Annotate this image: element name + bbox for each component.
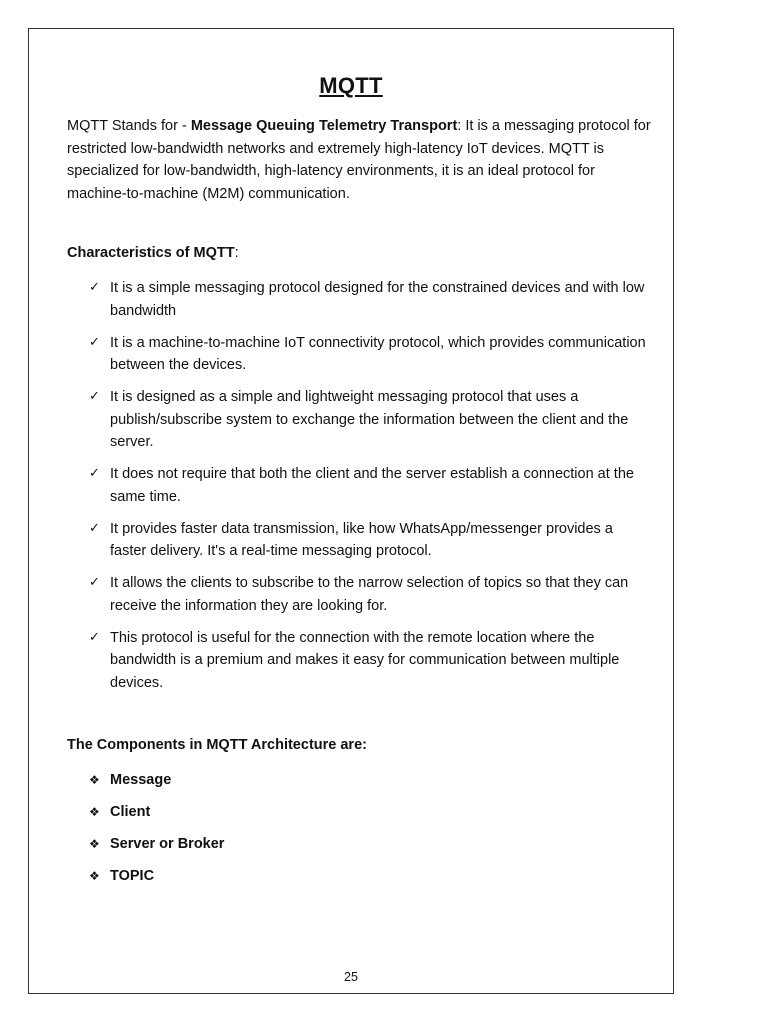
list-item-text: TOPIC [110, 868, 155, 884]
list-item-text: This protocol is useful for the connection with the remote location where the bandwidth is a premium and makes it easy for communication between multiple devices. [110, 629, 620, 691]
four-diamond-icon: ❖ [89, 869, 100, 883]
list-item [89, 572, 649, 617]
list-item-text: It provides faster data transmission, like how WhatsApp/messenger provides a faster delivery. It's a real-time messaging protocol. [110, 520, 613, 559]
list-item [89, 518, 649, 563]
list-item [89, 865, 224, 887]
list-item [89, 332, 649, 377]
checkmark-icon: ✓ [89, 629, 100, 645]
characteristics-list [89, 277, 649, 704]
four-diamond-icon: ❖ [89, 805, 100, 819]
page-frame [28, 28, 674, 994]
intro-bold-term: Message Queuing Telemetry Transport [190, 118, 458, 134]
page-number: 25 [344, 970, 358, 984]
components-list [89, 769, 224, 897]
list-item-text: It allows the clients to subscribe to the narrow selection of topics so that they can receive the information they are looking for. [110, 575, 629, 614]
list-item [89, 627, 649, 695]
list-item [89, 463, 649, 508]
list-item [89, 833, 224, 855]
list-item-text: It does not require that both the client and the server establish a connection at the same time. [110, 466, 634, 505]
characteristics-heading [67, 245, 239, 261]
list-item-text: Server or Broker [110, 836, 225, 852]
list-item [89, 769, 224, 791]
checkmark-icon: ✓ [89, 334, 100, 350]
list-item-text: It is a simple messaging protocol designed for the constrained devices and with low bandwidth [110, 280, 645, 319]
list-item-text: It is designed as a simple and lightweight messaging protocol that uses a publish/subscribe system to exchange the information between the client and the server. [110, 389, 629, 450]
list-item [89, 386, 649, 454]
components-heading: The Components in MQTT Architecture are: [67, 737, 367, 753]
checkmark-icon: ✓ [89, 520, 100, 536]
list-item-text: Message [110, 772, 172, 788]
four-diamond-icon: ❖ [89, 773, 100, 787]
intro-paragraph [67, 115, 657, 205]
characteristics-heading-colon: : [234, 245, 239, 261]
checkmark-icon: ✓ [89, 389, 100, 404]
checkmark-icon: ✓ [89, 466, 100, 481]
checkmark-icon: ✓ [89, 280, 100, 295]
four-diamond-icon: ❖ [89, 837, 100, 851]
list-item [89, 801, 224, 823]
list-item-text: Client [110, 804, 151, 820]
list-item [89, 277, 649, 322]
list-item-text: It is a machine-to-machine IoT connectivity protocol, which provides communication between the devices. [110, 334, 646, 373]
intro-prefix: MQTT Stands for - [67, 118, 191, 134]
intro-rest: : It is a messaging protocol for restricted low-bandwidth networks and extremely high-latency IoT devices. MQTT is specialized for low-bandwidth, high-latency environments, it is an ideal protocol for machine-to-machine (M2M) communication. [67, 118, 651, 202]
checkmark-icon: ✓ [89, 575, 100, 590]
page-title: MQTT [319, 73, 383, 98]
characteristics-heading-text: Characteristics of MQTT [67, 245, 235, 261]
